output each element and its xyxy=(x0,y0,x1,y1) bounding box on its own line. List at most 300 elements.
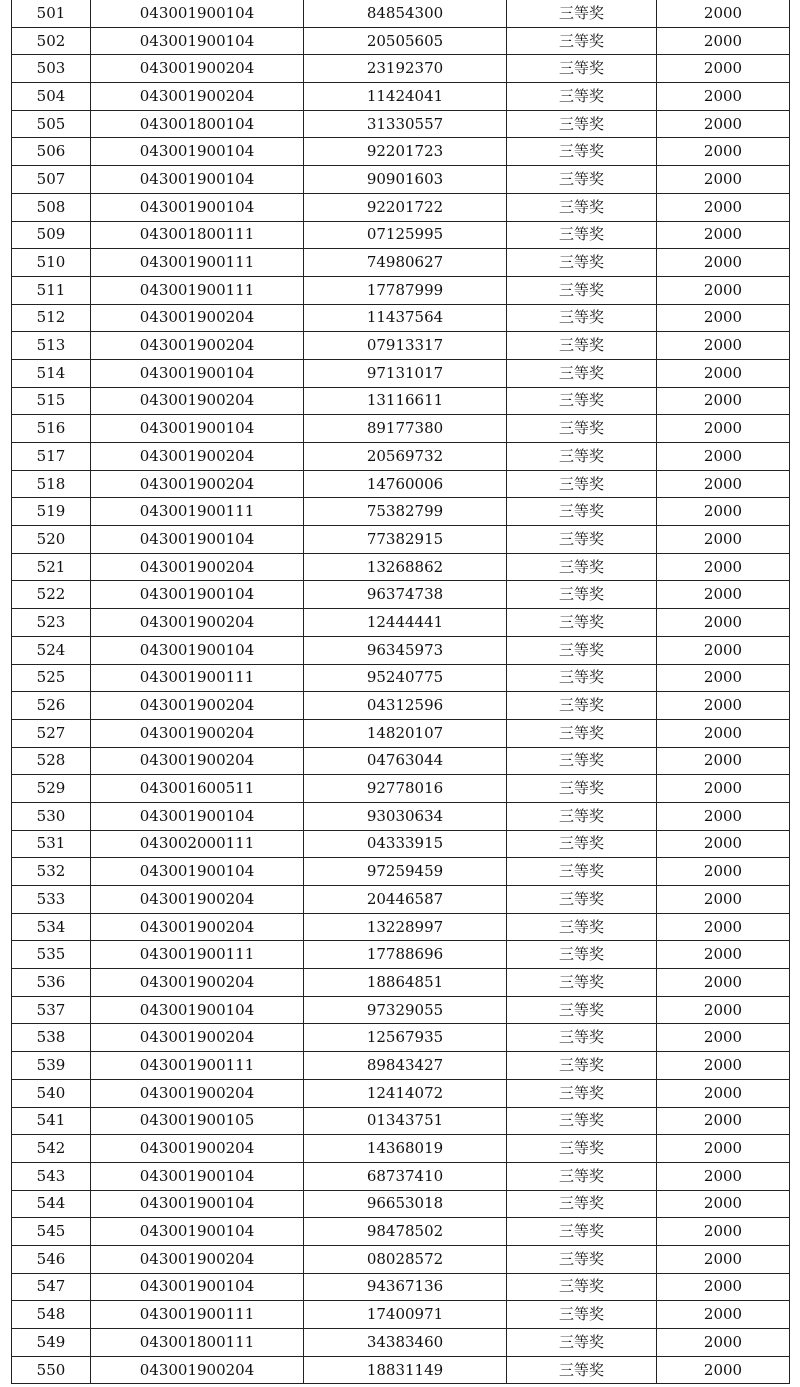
student-id-cell: 90901603 xyxy=(304,166,507,194)
award-amount-cell: 2000 xyxy=(657,581,790,609)
table-row xyxy=(12,1135,790,1163)
prize-level-cell: 三等奖 xyxy=(507,1356,657,1384)
row-number-cell: 547 xyxy=(12,1273,91,1301)
table-row xyxy=(12,1329,790,1357)
prize-level-cell: 三等奖 xyxy=(507,830,657,858)
table-row xyxy=(12,581,790,609)
row-number-cell: 529 xyxy=(12,775,91,803)
school-code-cell: 043001800111 xyxy=(91,1329,304,1357)
row-number-cell: 512 xyxy=(12,304,91,332)
prize-level-cell: 三等奖 xyxy=(507,941,657,969)
prize-level-cell: 三等奖 xyxy=(507,387,657,415)
school-code-cell: 043001900204 xyxy=(91,1245,304,1273)
table-row xyxy=(12,387,790,415)
table-row xyxy=(12,719,790,747)
school-code-cell: 043001900104 xyxy=(91,138,304,166)
student-id-cell: 89843427 xyxy=(304,1052,507,1080)
table-row xyxy=(12,443,790,471)
prize-level-cell: 三等奖 xyxy=(507,1052,657,1080)
table-row xyxy=(12,969,790,997)
row-number-cell: 508 xyxy=(12,193,91,221)
school-code-cell: 043001900204 xyxy=(91,332,304,360)
prize-level-cell: 三等奖 xyxy=(507,969,657,997)
table-row xyxy=(12,1273,790,1301)
row-number-cell: 503 xyxy=(12,55,91,83)
prize-level-cell: 三等奖 xyxy=(507,138,657,166)
prize-level-cell: 三等奖 xyxy=(507,249,657,277)
prize-level-cell: 三等奖 xyxy=(507,1218,657,1246)
table-row xyxy=(12,27,790,55)
table-row xyxy=(12,802,790,830)
prize-level-cell: 三等奖 xyxy=(507,581,657,609)
row-number-cell: 507 xyxy=(12,166,91,194)
row-number-cell: 532 xyxy=(12,858,91,886)
row-number-cell: 501 xyxy=(12,0,91,27)
student-id-cell: 23192370 xyxy=(304,55,507,83)
row-number-cell: 543 xyxy=(12,1162,91,1190)
award-amount-cell: 2000 xyxy=(657,1218,790,1246)
table-row xyxy=(12,166,790,194)
prize-level-cell: 三等奖 xyxy=(507,1329,657,1357)
row-number-cell: 527 xyxy=(12,719,91,747)
student-id-cell: 94367136 xyxy=(304,1273,507,1301)
row-number-cell: 526 xyxy=(12,692,91,720)
student-id-cell: 12567935 xyxy=(304,1024,507,1052)
row-number-cell: 530 xyxy=(12,802,91,830)
school-code-cell: 043001900204 xyxy=(91,1356,304,1384)
student-id-cell: 74980627 xyxy=(304,249,507,277)
row-number-cell: 505 xyxy=(12,110,91,138)
prize-level-cell: 三等奖 xyxy=(507,276,657,304)
student-id-cell: 17788696 xyxy=(304,941,507,969)
prize-level-cell: 三等奖 xyxy=(507,221,657,249)
school-code-cell: 043001900104 xyxy=(91,359,304,387)
student-id-cell: 18864851 xyxy=(304,969,507,997)
student-id-cell: 92201722 xyxy=(304,193,507,221)
school-code-cell: 043001900204 xyxy=(91,969,304,997)
student-id-cell: 20505605 xyxy=(304,27,507,55)
school-code-cell: 043001900204 xyxy=(91,55,304,83)
table-row xyxy=(12,1024,790,1052)
student-id-cell: 31330557 xyxy=(304,110,507,138)
prize-level-cell: 三等奖 xyxy=(507,996,657,1024)
row-number-cell: 515 xyxy=(12,387,91,415)
student-id-cell: 75382799 xyxy=(304,498,507,526)
school-code-cell: 043001900204 xyxy=(91,387,304,415)
table-row xyxy=(12,553,790,581)
award-amount-cell: 2000 xyxy=(657,526,790,554)
award-amount-cell: 2000 xyxy=(657,1135,790,1163)
row-number-cell: 513 xyxy=(12,332,91,360)
table-row xyxy=(12,886,790,914)
table-row xyxy=(12,276,790,304)
row-number-cell: 537 xyxy=(12,996,91,1024)
school-code-cell: 043001900204 xyxy=(91,304,304,332)
prize-level-cell: 三等奖 xyxy=(507,775,657,803)
school-code-cell: 043001900204 xyxy=(91,553,304,581)
student-id-cell: 01343751 xyxy=(304,1107,507,1135)
prize-level-cell: 三等奖 xyxy=(507,609,657,637)
table-row xyxy=(12,526,790,554)
student-id-cell: 18831149 xyxy=(304,1356,507,1384)
student-id-cell: 04333915 xyxy=(304,830,507,858)
prize-level-cell: 三等奖 xyxy=(507,1245,657,1273)
student-id-cell: 92201723 xyxy=(304,138,507,166)
row-number-cell: 540 xyxy=(12,1079,91,1107)
table-row xyxy=(12,332,790,360)
student-id-cell: 93030634 xyxy=(304,802,507,830)
prize-list-body xyxy=(12,0,790,1384)
award-amount-cell: 2000 xyxy=(657,0,790,27)
student-id-cell: 13268862 xyxy=(304,553,507,581)
prize-level-cell: 三等奖 xyxy=(507,1273,657,1301)
table-row xyxy=(12,1218,790,1246)
student-id-cell: 96345973 xyxy=(304,636,507,664)
award-amount-cell: 2000 xyxy=(657,110,790,138)
award-amount-cell: 2000 xyxy=(657,913,790,941)
school-code-cell: 043001900104 xyxy=(91,858,304,886)
school-code-cell: 043001900111 xyxy=(91,249,304,277)
table-row xyxy=(12,415,790,443)
prize-level-cell: 三等奖 xyxy=(507,110,657,138)
award-amount-cell: 2000 xyxy=(657,249,790,277)
award-amount-cell: 2000 xyxy=(657,443,790,471)
school-code-cell: 043001900204 xyxy=(91,913,304,941)
prize-level-cell: 三等奖 xyxy=(507,526,657,554)
award-amount-cell: 2000 xyxy=(657,1273,790,1301)
school-code-cell: 043001900204 xyxy=(91,1079,304,1107)
award-amount-cell: 2000 xyxy=(657,83,790,111)
table-row xyxy=(12,110,790,138)
prize-level-cell: 三等奖 xyxy=(507,332,657,360)
table-row xyxy=(12,913,790,941)
award-amount-cell: 2000 xyxy=(657,470,790,498)
award-amount-cell: 2000 xyxy=(657,498,790,526)
award-amount-cell: 2000 xyxy=(657,802,790,830)
school-code-cell: 043001900104 xyxy=(91,802,304,830)
table-row xyxy=(12,1162,790,1190)
student-id-cell: 12444441 xyxy=(304,609,507,637)
school-code-cell: 043001900104 xyxy=(91,1273,304,1301)
prize-level-cell: 三等奖 xyxy=(507,664,657,692)
award-amount-cell: 2000 xyxy=(657,138,790,166)
award-amount-cell: 2000 xyxy=(657,636,790,664)
prize-level-cell: 三等奖 xyxy=(507,886,657,914)
row-number-cell: 534 xyxy=(12,913,91,941)
award-amount-cell: 2000 xyxy=(657,1162,790,1190)
award-amount-cell: 2000 xyxy=(657,1079,790,1107)
row-number-cell: 509 xyxy=(12,221,91,249)
table-row xyxy=(12,636,790,664)
row-number-cell: 518 xyxy=(12,470,91,498)
award-amount-cell: 2000 xyxy=(657,1107,790,1135)
table-row xyxy=(12,1190,790,1218)
school-code-cell: 043001900104 xyxy=(91,0,304,27)
row-number-cell: 523 xyxy=(12,609,91,637)
award-amount-cell: 2000 xyxy=(657,55,790,83)
table-row xyxy=(12,609,790,637)
prize-level-cell: 三等奖 xyxy=(507,692,657,720)
prize-level-cell: 三等奖 xyxy=(507,193,657,221)
student-id-cell: 20569732 xyxy=(304,443,507,471)
row-number-cell: 514 xyxy=(12,359,91,387)
award-amount-cell: 2000 xyxy=(657,1329,790,1357)
table-row xyxy=(12,1301,790,1329)
school-code-cell: 043001900204 xyxy=(91,719,304,747)
student-id-cell: 97259459 xyxy=(304,858,507,886)
row-number-cell: 516 xyxy=(12,415,91,443)
student-id-cell: 95240775 xyxy=(304,664,507,692)
table-row xyxy=(12,221,790,249)
row-number-cell: 542 xyxy=(12,1135,91,1163)
row-number-cell: 544 xyxy=(12,1190,91,1218)
student-id-cell: 14368019 xyxy=(304,1135,507,1163)
award-amount-cell: 2000 xyxy=(657,332,790,360)
student-id-cell: 07913317 xyxy=(304,332,507,360)
award-amount-cell: 2000 xyxy=(657,221,790,249)
student-id-cell: 17400971 xyxy=(304,1301,507,1329)
student-id-cell: 68737410 xyxy=(304,1162,507,1190)
row-number-cell: 531 xyxy=(12,830,91,858)
row-number-cell: 536 xyxy=(12,969,91,997)
school-code-cell: 043001900111 xyxy=(91,1301,304,1329)
table-row xyxy=(12,83,790,111)
prize-level-cell: 三等奖 xyxy=(507,166,657,194)
prize-level-cell: 三等奖 xyxy=(507,0,657,27)
prize-level-cell: 三等奖 xyxy=(507,498,657,526)
table-row xyxy=(12,498,790,526)
school-code-cell: 043001900204 xyxy=(91,1024,304,1052)
prize-level-cell: 三等奖 xyxy=(507,443,657,471)
school-code-cell: 043001900204 xyxy=(91,747,304,775)
school-code-cell: 043001900204 xyxy=(91,609,304,637)
table-row xyxy=(12,858,790,886)
student-id-cell: 34383460 xyxy=(304,1329,507,1357)
row-number-cell: 538 xyxy=(12,1024,91,1052)
student-id-cell: 14820107 xyxy=(304,719,507,747)
prize-level-cell: 三等奖 xyxy=(507,470,657,498)
student-id-cell: 96653018 xyxy=(304,1190,507,1218)
school-code-cell: 043002000111 xyxy=(91,830,304,858)
award-amount-cell: 2000 xyxy=(657,27,790,55)
table-row xyxy=(12,193,790,221)
prize-level-cell: 三等奖 xyxy=(507,1135,657,1163)
table-row xyxy=(12,747,790,775)
row-number-cell: 528 xyxy=(12,747,91,775)
award-amount-cell: 2000 xyxy=(657,276,790,304)
prize-level-cell: 三等奖 xyxy=(507,553,657,581)
school-code-cell: 043001800104 xyxy=(91,110,304,138)
school-code-cell: 043001900111 xyxy=(91,941,304,969)
prize-level-cell: 三等奖 xyxy=(507,304,657,332)
prize-level-cell: 三等奖 xyxy=(507,747,657,775)
school-code-cell: 043001900104 xyxy=(91,27,304,55)
school-code-cell: 043001900104 xyxy=(91,193,304,221)
prize-level-cell: 三等奖 xyxy=(507,858,657,886)
prize-level-cell: 三等奖 xyxy=(507,83,657,111)
prize-level-cell: 三等奖 xyxy=(507,1107,657,1135)
student-id-cell: 97131017 xyxy=(304,359,507,387)
school-code-cell: 043001900104 xyxy=(91,1218,304,1246)
student-id-cell: 97329055 xyxy=(304,996,507,1024)
award-amount-cell: 2000 xyxy=(657,415,790,443)
row-number-cell: 533 xyxy=(12,886,91,914)
prize-level-cell: 三等奖 xyxy=(507,1301,657,1329)
table-row xyxy=(12,138,790,166)
table-row xyxy=(12,55,790,83)
prize-level-cell: 三等奖 xyxy=(507,636,657,664)
award-amount-cell: 2000 xyxy=(657,1024,790,1052)
school-code-cell: 043001900104 xyxy=(91,526,304,554)
table-row xyxy=(12,1245,790,1273)
school-code-cell: 043001900204 xyxy=(91,443,304,471)
row-number-cell: 535 xyxy=(12,941,91,969)
school-code-cell: 043001900104 xyxy=(91,636,304,664)
table-row xyxy=(12,0,790,27)
row-number-cell: 511 xyxy=(12,276,91,304)
table-row xyxy=(12,692,790,720)
award-amount-cell: 2000 xyxy=(657,747,790,775)
prize-level-cell: 三等奖 xyxy=(507,802,657,830)
row-number-cell: 510 xyxy=(12,249,91,277)
award-amount-cell: 2000 xyxy=(657,1245,790,1273)
student-id-cell: 12414072 xyxy=(304,1079,507,1107)
award-amount-cell: 2000 xyxy=(657,1301,790,1329)
award-amount-cell: 2000 xyxy=(657,664,790,692)
award-amount-cell: 2000 xyxy=(657,359,790,387)
award-amount-cell: 2000 xyxy=(657,553,790,581)
row-number-cell: 521 xyxy=(12,553,91,581)
table-row xyxy=(12,1079,790,1107)
row-number-cell: 506 xyxy=(12,138,91,166)
student-id-cell: 07125995 xyxy=(304,221,507,249)
table-row xyxy=(12,1107,790,1135)
table-row xyxy=(12,775,790,803)
award-amount-cell: 2000 xyxy=(657,969,790,997)
prize-level-cell: 三等奖 xyxy=(507,719,657,747)
school-code-cell: 043001900104 xyxy=(91,996,304,1024)
row-number-cell: 549 xyxy=(12,1329,91,1357)
school-code-cell: 043001900111 xyxy=(91,276,304,304)
table-row xyxy=(12,996,790,1024)
school-code-cell: 043001900104 xyxy=(91,1190,304,1218)
student-id-cell: 04312596 xyxy=(304,692,507,720)
school-code-cell: 043001900111 xyxy=(91,498,304,526)
row-number-cell: 517 xyxy=(12,443,91,471)
school-code-cell: 043001900105 xyxy=(91,1107,304,1135)
student-id-cell: 11424041 xyxy=(304,83,507,111)
row-number-cell: 519 xyxy=(12,498,91,526)
award-amount-cell: 2000 xyxy=(657,1052,790,1080)
school-code-cell: 043001800111 xyxy=(91,221,304,249)
row-number-cell: 520 xyxy=(12,526,91,554)
prize-level-cell: 三等奖 xyxy=(507,359,657,387)
school-code-cell: 043001900204 xyxy=(91,1135,304,1163)
table-row xyxy=(12,830,790,858)
school-code-cell: 043001900104 xyxy=(91,581,304,609)
prize-level-cell: 三等奖 xyxy=(507,1079,657,1107)
school-code-cell: 043001900104 xyxy=(91,1162,304,1190)
row-number-cell: 548 xyxy=(12,1301,91,1329)
row-number-cell: 541 xyxy=(12,1107,91,1135)
row-number-cell: 545 xyxy=(12,1218,91,1246)
table-row xyxy=(12,1052,790,1080)
student-id-cell: 96374738 xyxy=(304,581,507,609)
table-row xyxy=(12,664,790,692)
award-amount-cell: 2000 xyxy=(657,886,790,914)
school-code-cell: 043001900204 xyxy=(91,692,304,720)
award-amount-cell: 2000 xyxy=(657,304,790,332)
table-row xyxy=(12,249,790,277)
prize-level-cell: 三等奖 xyxy=(507,55,657,83)
table-row xyxy=(12,941,790,969)
award-amount-cell: 2000 xyxy=(657,1190,790,1218)
school-code-cell: 043001900104 xyxy=(91,415,304,443)
award-amount-cell: 2000 xyxy=(657,858,790,886)
prize-level-cell: 三等奖 xyxy=(507,415,657,443)
row-number-cell: 524 xyxy=(12,636,91,664)
prize-list-table xyxy=(11,0,790,1384)
student-id-cell: 11437564 xyxy=(304,304,507,332)
school-code-cell: 043001900204 xyxy=(91,83,304,111)
row-number-cell: 502 xyxy=(12,27,91,55)
row-number-cell: 522 xyxy=(12,581,91,609)
table-row xyxy=(12,1356,790,1384)
prize-level-cell: 三等奖 xyxy=(507,27,657,55)
prize-level-cell: 三等奖 xyxy=(507,1162,657,1190)
student-id-cell: 92778016 xyxy=(304,775,507,803)
student-id-cell: 17787999 xyxy=(304,276,507,304)
award-amount-cell: 2000 xyxy=(657,941,790,969)
award-amount-cell: 2000 xyxy=(657,830,790,858)
school-code-cell: 043001900111 xyxy=(91,664,304,692)
student-id-cell: 89177380 xyxy=(304,415,507,443)
row-number-cell: 504 xyxy=(12,83,91,111)
row-number-cell: 525 xyxy=(12,664,91,692)
row-number-cell: 539 xyxy=(12,1052,91,1080)
school-code-cell: 043001900204 xyxy=(91,470,304,498)
award-amount-cell: 2000 xyxy=(657,387,790,415)
student-id-cell: 77382915 xyxy=(304,526,507,554)
student-id-cell: 14760006 xyxy=(304,470,507,498)
student-id-cell: 20446587 xyxy=(304,886,507,914)
student-id-cell: 84854300 xyxy=(304,0,507,27)
prize-level-cell: 三等奖 xyxy=(507,1024,657,1052)
award-amount-cell: 2000 xyxy=(657,166,790,194)
student-id-cell: 04763044 xyxy=(304,747,507,775)
student-id-cell: 08028572 xyxy=(304,1245,507,1273)
school-code-cell: 043001600511 xyxy=(91,775,304,803)
school-code-cell: 043001900204 xyxy=(91,886,304,914)
award-amount-cell: 2000 xyxy=(657,775,790,803)
award-amount-cell: 2000 xyxy=(657,609,790,637)
award-amount-cell: 2000 xyxy=(657,1356,790,1384)
award-amount-cell: 2000 xyxy=(657,193,790,221)
school-code-cell: 043001900111 xyxy=(91,1052,304,1080)
prize-level-cell: 三等奖 xyxy=(507,1190,657,1218)
student-id-cell: 13228997 xyxy=(304,913,507,941)
table-row xyxy=(12,359,790,387)
prize-level-cell: 三等奖 xyxy=(507,913,657,941)
table-row xyxy=(12,470,790,498)
student-id-cell: 13116611 xyxy=(304,387,507,415)
row-number-cell: 546 xyxy=(12,1245,91,1273)
school-code-cell: 043001900104 xyxy=(91,166,304,194)
row-number-cell: 550 xyxy=(12,1356,91,1384)
award-amount-cell: 2000 xyxy=(657,692,790,720)
student-id-cell: 98478502 xyxy=(304,1218,507,1246)
table-row xyxy=(12,304,790,332)
